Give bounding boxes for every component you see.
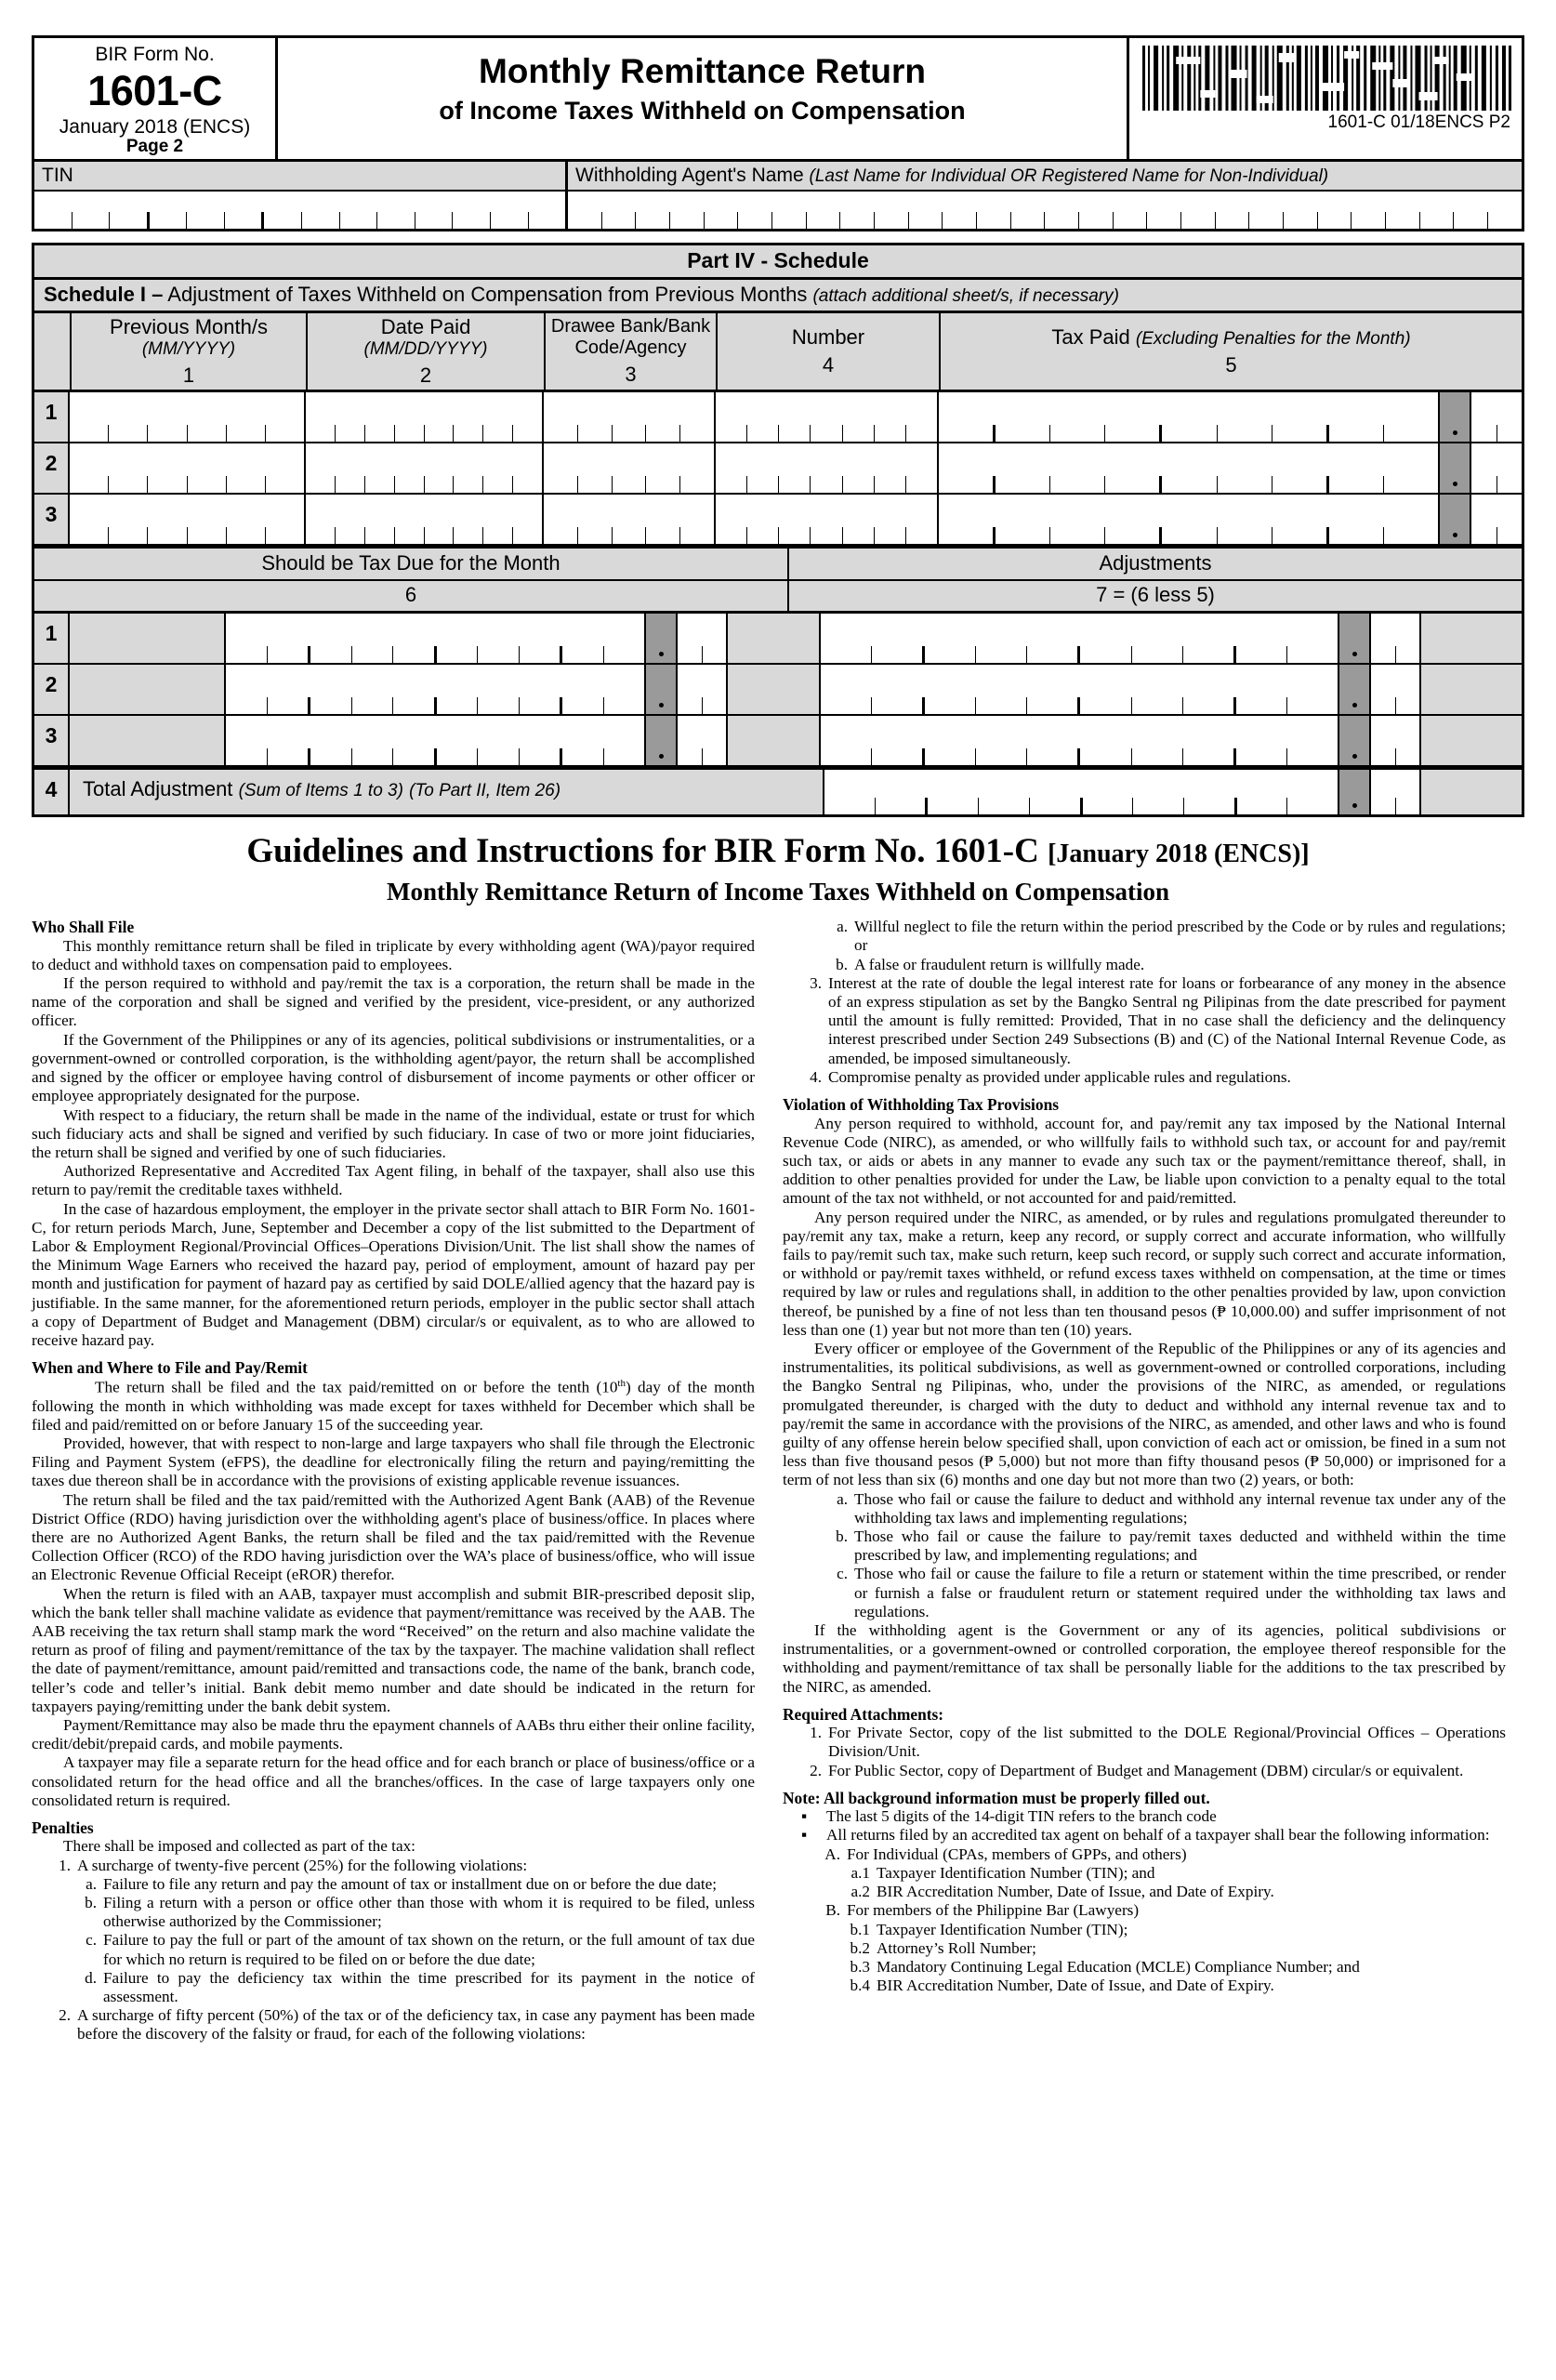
comb-marks [306,476,542,493]
cell-previous-months[interactable] [70,495,306,544]
list-marker: b.2 [850,1938,870,1957]
col-num-5: 5 [1225,353,1237,377]
col-num-3: 3 [625,363,637,387]
cell-adjustments[interactable] [821,614,1339,663]
cell-total-adjustment-cents[interactable] [1371,770,1421,814]
para-when-1-sup: th [617,1377,626,1389]
list-text: Failure to pay the deficiency tax within the time prescribed for its payment in the notice of assessment. [103,1968,755,2006]
comb-marks [306,425,542,442]
tin-comb [34,212,565,229]
total-adjustment-row [34,767,1522,814]
list-item [827,956,1506,974]
comb-marks [678,748,726,765]
comb-marks [70,527,304,544]
para-when-1a: The return shall be filed and the tax paid/remitted on or before the tenth (10 [95,1378,618,1396]
list-marker: b. [85,1894,97,1912]
header-num-6: 6 [34,581,789,611]
list-text: Mandatory Continuing Legal Education (MCLE) Compliance Number; and [877,1957,1360,1976]
comb-marks [824,798,1338,814]
cell-spacer-left [70,716,226,765]
row-number: 4 [34,770,70,814]
row-number: 2 [34,443,70,493]
decimal-separator [1440,443,1471,493]
para-when-6: A taxpayer may file a separate return for the head office and for each branch or place of business/office or a consolidated return for the head office and all the branches/offices. In the case of large taxpayers only one consolidated return is required. [32,1753,755,1809]
list-item [827,1565,1506,1621]
cell-spacer-mid [728,665,821,714]
list-text: The last 5 digits of the 14-digit TIN refers to the branch code [826,1807,1217,1826]
col-header-tax-paid [941,313,1522,390]
list-marker: b.1 [850,1920,870,1938]
agent-name-comb [568,212,1522,229]
tin-input[interactable] [34,192,568,229]
para-violation-3: Every officer or employee of the Government of the Republic of the Philippines or any of its agencies and instrumentalities, its political subdivisions, as well as government-owned or controlled corporations, including the Bangko Sentral ng Pilipinas, who, under the provisions of the NIRC, as amended, or regulations promulgated thereunder, is charged with the duty to deduct and withhold any internal revenue tax and to pay/remit the same in accordance with the provisions of the NIRC, as amended, and other laws and who is found guilty of any offense herein below specified shall, upon conviction of each act or omission, be fined in a sum not less than five thousand pesos (₱ 5,000) but not more than fifty thousand pesos (₱ 50,000) or imprisoned for a term of not less than six (6) months and one day but not more than two (2) years, or both: [783,1339,1506,1489]
list-text: Failure to pay the full or part of the amount of tax shown on the return, or the full amount of tax due for which no return is required to be filed on or before the due date; [103,1931,755,1968]
total-adjustment-text: Total Adjustment [83,777,233,801]
total-adjustment-hint1: (Sum of Items 1 to 3) [238,781,403,801]
agent-name-text: Withholding Agent's Name [575,165,804,187]
list-text: A false or fraudulent return is willfully made. [854,955,1145,973]
table-row [34,665,1522,716]
list-item [76,1931,755,1968]
table-row [34,392,1522,443]
cell-tax-due-cents[interactable] [678,716,728,765]
para-who-5: Authorized Representative and Accredited Tax Agent filing, in behalf of the taxpayer, shall also use this return to pay/remit the creditable taxes withheld. [32,1162,755,1199]
list-marker: d. [85,1968,97,1987]
decimal-separator [1339,665,1371,714]
form-title-cell [278,38,1129,159]
list-marker: b.3 [850,1957,870,1976]
list-item [76,1875,755,1894]
right-column [783,918,1506,2043]
cell-drawee-bank[interactable] [544,443,716,493]
list-text: Those who fail or cause the failure to file a return or statement within the time prescribed, or render or furnish a false or fraudulent return or statement required under the withholding tax laws and regulations. [854,1565,1506,1620]
barcode-image [1139,46,1512,111]
col-label-4: Number [791,325,865,350]
list-item [76,1969,755,2006]
guidelines-title [32,832,1524,872]
list-marker: 1. [810,1724,822,1742]
cell-tax-paid-cents[interactable] [1471,443,1522,493]
col-label-2: Date Paid [380,315,471,339]
list-marker: a. [837,918,848,936]
lower-section-headers [34,546,1522,581]
schedule-i-hint: (attach additional sheet/s, if necessary) [812,286,1119,307]
cell-tax-paid[interactable] [939,495,1440,544]
para-when-3: The return shall be filed and the tax paid/remitted with the Authorized Agent Bank (AAB) of the Revenue District Office (RDO) having jurisdiction over the withholding agent's place of business/office. In places where there are no Authorized Agent Banks, the return shall be filed and the tax paid/remitted with the Revenue Collection Officer (RCO) of the RDO having jurisdiction over the WA’s place of business/office, who will issue an Electronic Revenue Official Receipt (eROR) therefor. [32,1490,755,1584]
list-item [801,1762,1506,1780]
col-num-4: 4 [822,353,835,377]
bullet-icon: ▪ [801,1826,808,1844]
list-item [838,1921,1506,1939]
header-adjustments: Adjustments [1099,551,1212,575]
row-number: 3 [34,495,70,544]
comb-marks [306,527,542,544]
list-item [50,2006,755,2043]
comb-marks [716,476,937,493]
list-item [838,1958,1506,1977]
cell-adjustments-cents[interactable] [1371,614,1421,663]
cell-drawee-bank[interactable] [544,495,716,544]
page-title: Monthly Remittance Return [478,52,927,90]
decimal-separator [1440,392,1471,442]
comb-marks [678,697,726,714]
para-when-2: Provided, however, that with respect to non-large and large taxpayers who shall file through the Electronic Filing and Payment System (eFPS), the deadline for electronically filing the return and paying/remitting the taxes due thereon shall be in accordance with the provisions of existing applicable revenue issuances. [32,1434,755,1490]
list-text: BIR Accreditation Number, Date of Issue, and Date of Expiry. [877,1883,1274,1901]
list-text: Taxpayer Identification Number (TIN); [877,1920,1128,1938]
guidelines-body [32,918,1524,2043]
para-who-4: With respect to a fiduciary, the return shall be made in the name of the individual, estate or trust for which such fiduciary acts and shall be signed and verified by such fiduciary. In case of two or more joint fiduciaries, the return shall be signed and verified by one of such fiduciaries. [32,1105,755,1161]
list-item [801,1826,1506,1844]
bullet-icon: ▪ [801,1807,808,1826]
list-text: Those who fail or cause the failure to pay/remit taxes deducted and withheld within the time prescribed by law, and implementing regulations; and [854,1527,1506,1565]
agent-name-hint: (Last Name for Individual OR Registered Name for Non-Individual) [809,166,1329,187]
list-item [76,1894,755,1931]
guidelines-title-main: Guidelines and Instructions for BIR Form No. 1601-C [246,832,1039,871]
heading-when-where-file: When and Where to File and Pay/Remit [32,1358,308,1378]
cell-tax-paid[interactable] [939,392,1440,442]
list-item [827,1527,1506,1565]
form-number: 1601-C [87,66,222,114]
col-header-drawee-bank [546,313,718,390]
guidelines-title-bracket: [January 2018 (ENCS)] [1048,840,1310,869]
comb-marks [821,646,1338,663]
cell-spacer-mid [728,614,821,663]
comb-marks [1471,476,1522,493]
heading-who-shall-file: Who Shall File [32,918,135,937]
para-who-1: This monthly remittance return shall be filed in triplicate by every withholding agent (WA)/payor required to deduct and withhold taxes on compensation paid to employees. [32,936,755,973]
list-text: A surcharge of twenty-five percent (25%) for the following violations: [77,1856,528,1874]
list-text: For members of the Philippine Bar (Lawyers) [847,1901,1140,1920]
row-number: 2 [34,665,70,714]
cell-adjustments-cents[interactable] [1371,665,1421,714]
cell-spacer-right [1421,665,1522,714]
col-num-2: 2 [419,364,432,388]
list-marker: a. [837,1489,848,1508]
tin-label: TIN [34,162,568,190]
header-should-be-tax-due: Should be Tax Due for the Month [34,549,789,579]
cell-date-paid[interactable] [306,392,544,442]
comb-marks [70,425,304,442]
form-identity-cell [34,38,278,159]
row-number: 3 [34,716,70,765]
cell-date-paid[interactable] [306,495,544,544]
comb-marks [1371,748,1419,765]
comb-marks [821,697,1338,714]
list-item [816,1845,1506,1864]
decimal-separator [1339,716,1371,765]
form-no-label: BIR Form No. [95,44,215,65]
comb-marks [1371,697,1419,714]
cell-tax-due-cents[interactable] [678,665,728,714]
list-item [838,1939,1506,1958]
list-marker: b. [836,955,848,973]
col-header-previous-months [72,313,308,390]
list-marker: 4. [810,1067,822,1086]
schedule-i-title [34,280,1522,313]
list-text: For Public Sector, copy of Department of Budget and Management (DBM) circular/s or equivalent. [828,1761,1464,1779]
decimal-separator [646,665,678,714]
cell-adjustments[interactable] [821,716,1339,765]
agent-name-label [568,162,1522,190]
list-text: Those who fail or cause the failure to deduct and withhold any internal revenue tax under any of the withholding tax laws and implementing regulations; [854,1489,1506,1527]
list-marker: 2. [59,2006,71,2025]
para-violation-1: Any person required to withhold, account for, and pay/remit any tax imposed by the National Internal Revenue Code (NIRC), as amended, or who willfully fails to withhold such tax, or account for and pay/remit such tax, or aids or abets in any manner to evade any such tax or the payment/remittance thereof, shall, in addition to other penalties provided for under the Law, be liable upon conviction to a penalty equal to the total amount of the tax not withheld, or not accounted for and paid/remitted. [783,1114,1506,1208]
cell-tax-paid[interactable] [939,443,1440,493]
barcode-text: 1601-C 01/18ENCS P2 [1327,112,1510,132]
list-item [838,1977,1506,1995]
page-subtitle: of Income Taxes Withheld on Compensation [439,97,966,126]
schedule-i-label: Schedule I – [44,283,164,307]
comb-marks [939,476,1438,493]
col-sub-2: (MM/DD/YYYY) [363,339,488,360]
cell-tax-due[interactable] [226,716,646,765]
comb-marks [821,748,1338,765]
barcode-cell [1129,38,1522,159]
cell-tax-paid-cents[interactable] [1471,392,1522,442]
col-label-1: Previous Month/s [110,315,268,339]
list-marker: A. [824,1844,840,1863]
cell-tax-due[interactable] [226,614,646,663]
form-revision: January 2018 (ENCS) [59,116,251,139]
para-when-1b: ) day of the month following the month in which withholding was made except for taxes withheld for December which shall be filed and paid/remitted on or before January 15 of the succeeding year. [32,1378,756,1434]
para-when-5: Payment/Remittance may also be made thru the epayment channels of AABs thru either their online facility, credit/debit/prepaid cards, and mobile payments. [32,1715,755,1753]
part-iv-title: Part IV - Schedule [34,245,1522,280]
comb-marks [226,697,644,714]
agent-name-input[interactable] [568,192,1522,229]
tin-label-band [34,159,1522,190]
form-header-block [32,35,1524,231]
col-header-date-paid [308,313,546,390]
comb-marks [1471,425,1522,442]
comb-marks [544,527,714,544]
list-text: Interest at the rate of double the legal interest rate for loans or forbearance of any money in the absence of an express stipulation as set by the Bangko Sentral ng Pilipinas from the date prescribed for payment until the amount is fully remitted: Provided, That in no case shall the deficiency and the delinquency interest prescribed under Section 249 Subsections (B) and (C) of the National Internal Revenue Code, as amended, be imposed simultaneously. [828,973,1506,1067]
cell-tax-paid-cents[interactable] [1471,495,1522,544]
cell-total-adjustment[interactable] [824,770,1339,814]
list-item [801,974,1506,1068]
comb-marks [544,476,714,493]
cell-spacer-left [70,614,226,663]
schedule-i-desc: Adjustment of Taxes Withheld on Compensation from Previous Months [163,283,808,307]
table-row [34,716,1522,767]
para-penalties-intro: There shall be imposed and collected as part of the tax: [63,1837,415,1856]
list-text: Filing a return with a person or office other than those with whom it is required to be filed, unless otherwise authorized by the Commissioner; [103,1894,755,1931]
list-text: Failure to file any return and pay the amount of tax or installment due on or before the due date; [103,1874,718,1893]
part-iv-schedule [32,243,1524,817]
para-when-4: When the return is filed with an AAB, taxpayer must accomplish and submit BIR-prescribed deposit slip, which the bank teller shall machine validate as evidence that payment/remittance was received by the AAB. The AAB receiving the tax return shall stamp mark the word “Received” on the return and also machine validate the return as proof of filing and payment/remittance of the tax by the taxpayer. The machine validation shall reflect the date of payment/remittance, amount paid/remitted and transactions code, the name of the bank, branch code, teller’s code and teller’s initial. Bank debit memo number and date should be indicated in the return for taxpayers paying/remitting under the bank debit system. [32,1584,755,1715]
list-text: Willful neglect to file the return within the period prescribed by the Code or by rules and regulations; or [854,918,1506,955]
col-label-3: Drawee Bank/Bank Code/Agency [550,316,711,359]
cell-previous-months[interactable] [70,443,306,493]
para-who-6: In the case of hazardous employment, the employer in the private sector shall attach to BIR Form No. 1601-C, for return periods March, June, September and December a copy of the list submitted to the Department of Labor & Employment Regional/Provincial Offices–Operations Division/Unit. The list shall show the names of the Minimum Wage Earners who received the hazard pay, period of employment, amount of hazard pay per month and justification for payment of hazard pay as certified by said DOLE/allied agency that the hazard pay is justifiable. In the same manner, for the aforementioned return periods, employer in the public sector shall attach a copy of Department of Budget and Management (DBM) circular/s or equivalent, as to who are allowed to receive hazard pay. [32,1199,755,1349]
left-column [32,918,755,2043]
comb-marks [1371,798,1419,814]
list-marker: a.2 [851,1883,870,1901]
cell-tax-due-cents[interactable] [678,614,728,663]
row-number: 1 [34,614,70,663]
para-who-3: If the Government of the Philippines or any of its agencies, political subdivisions or instrumentalities, or a government-owned or controlled corporation, is the withholding agent/payor, the return shall be accomplished and signed by the officer or employee having control of disbursement of income payments or other officer or employee appropriately designated for the purpose. [32,1030,755,1105]
list-marker: a.1 [851,1863,870,1882]
decimal-separator [646,614,678,663]
list-text: BIR Accreditation Number, Date of Issue, and Date of Expiry. [877,1977,1274,1995]
cell-number[interactable] [716,443,939,493]
cell-previous-months[interactable] [70,392,306,442]
list-item [827,918,1506,955]
comb-marks [70,476,304,493]
lower-section-numbers [34,581,1522,614]
list-text: All returns filed by an accredited tax agent on behalf of a taxpayer shall bear the following information: [826,1826,1490,1844]
tin-entry-row [34,190,1522,231]
col-header-number [718,313,941,390]
list-item [827,1490,1506,1527]
list-marker: a. [86,1874,97,1893]
comb-marks [226,748,644,765]
list-item [801,1068,1506,1087]
list-item [816,1901,1506,1920]
comb-marks [939,425,1438,442]
col-sub-5: (Excluding Penalties for the Month) [1135,329,1411,350]
para-who-2: If the person required to withhold and pay/remit the tax is a corporation, the return shall be made in the name of the corporation and shall be signed and verified by the president, vice-president, or any authorized officer. [32,974,755,1030]
schedule-column-headers [34,313,1522,392]
list-marker: B. [825,1901,840,1920]
header-num-7: 7 = (6 less 5) [1096,583,1215,607]
cell-number[interactable] [716,495,939,544]
guidelines-subtitle: Monthly Remittance Return of Income Taxes Withheld on Compensation [386,877,1170,906]
cell-adjustments[interactable] [821,665,1339,714]
col-label-5-text: Tax Paid [1051,325,1130,350]
list-marker: 2. [810,1761,822,1779]
table-row [34,614,1522,665]
list-marker: c. [86,1931,97,1950]
comb-marks [1371,646,1419,663]
cell-spacer-right [1421,716,1522,765]
comb-marks [678,646,726,663]
cell-date-paid[interactable] [306,443,544,493]
decimal-separator [1339,770,1371,814]
row-number: 1 [34,392,70,442]
list-item [801,1807,1506,1826]
para-violation-2: Any person required under the NIRC, as amended, or by rules and regulations promulgated thereunder to pay/remit any tax, make a return, keep any record, or supply correct and accurate information, who willfully fails to pay/remit such tax, make such return, keep such record, or supply such correct and accurate information, or withhold or pay/remit taxes withheld, or refund excess taxes withheld on compensation, at the time or times required by law or rules and regulations shall, in addition to the other penalties provided by law, upon conviction thereof, be punished by a fine of not less than ten thousand pesos (₱ 10,000.00) and suffer imprisonment of not less than one (1) year but not more than ten (10) years. [783,1208,1506,1339]
list-marker: 3. [810,973,822,992]
heading-required-attachments: Required Attachments: [783,1704,944,1724]
cell-number[interactable] [716,392,939,442]
list-text: For Individual (CPAs, members of GPPs, and others) [847,1844,1187,1863]
list-item [838,1864,1506,1883]
list-text: Compromise penalty as provided under applicable rules and regulations. [828,1067,1291,1086]
cell-adjustments-cents[interactable] [1371,716,1421,765]
cell-spacer-mid [728,716,821,765]
list-text: A surcharge of fifty percent (50%) of the tax or of the deficiency tax, in case any payment has been made before the discovery of the falsity or fraud, for each of the following violations: [77,2006,755,2043]
para-violation-4: If the withholding agent is the Government or any of its agencies, political subdivisions or instrumentalities, or a government-owned or controlled corporation, the employee thereof responsible for the withholding and payment/remittance of tax shall be personally liable for the additions to the tax prescribed by the NIRC, as amended. [783,1620,1506,1696]
table-row [34,443,1522,495]
cell-spacer-left [70,665,226,714]
table-row [34,495,1522,546]
total-adjustment-hint2: (To Part II, Item 26) [409,781,561,801]
decimal-separator [646,716,678,765]
list-marker: c. [837,1565,848,1583]
comb-marks [226,646,644,663]
cell-tax-due[interactable] [226,665,646,714]
list-item [838,1883,1506,1901]
comb-marks [544,425,714,442]
form-header [34,38,1522,159]
list-item [801,1724,1506,1761]
col-label-5 [943,325,1520,350]
cell-drawee-bank[interactable] [544,392,716,442]
list-text: Taxpayer Identification Number (TIN); and [877,1863,1155,1882]
para-when-1 [32,1378,755,1435]
cell-spacer-right [1421,614,1522,663]
comb-marks [939,527,1438,544]
list-marker: 1. [59,1856,71,1874]
list-text: For Private Sector, copy of the list submitted to the DOLE Regional/Provincial Offices – Operations Division/Unit. [828,1724,1506,1761]
list-text: Attorney’s Roll Number; [877,1938,1036,1957]
heading-note-background-info: Note: All background information must be properly filled out. [783,1788,1210,1807]
page-label: Page 2 [125,137,184,157]
list-marker: b.4 [850,1977,870,1995]
decimal-separator [1440,495,1471,544]
heading-penalties: Penalties [32,1818,94,1837]
list-marker: b. [836,1527,848,1545]
comb-marks [716,425,937,442]
cell-spacer-right [1421,770,1522,814]
list-item [50,1857,755,1875]
row-index-header [34,313,72,390]
heading-violation-withholding: Violation of Withholding Tax Provisions [783,1095,1060,1115]
comb-marks [1471,527,1522,544]
decimal-separator [1339,614,1371,663]
col-sub-1: (MM/YYYY) [141,339,236,360]
comb-marks [716,527,937,544]
col-num-1: 1 [182,364,195,388]
total-adjustment-label [70,770,824,814]
